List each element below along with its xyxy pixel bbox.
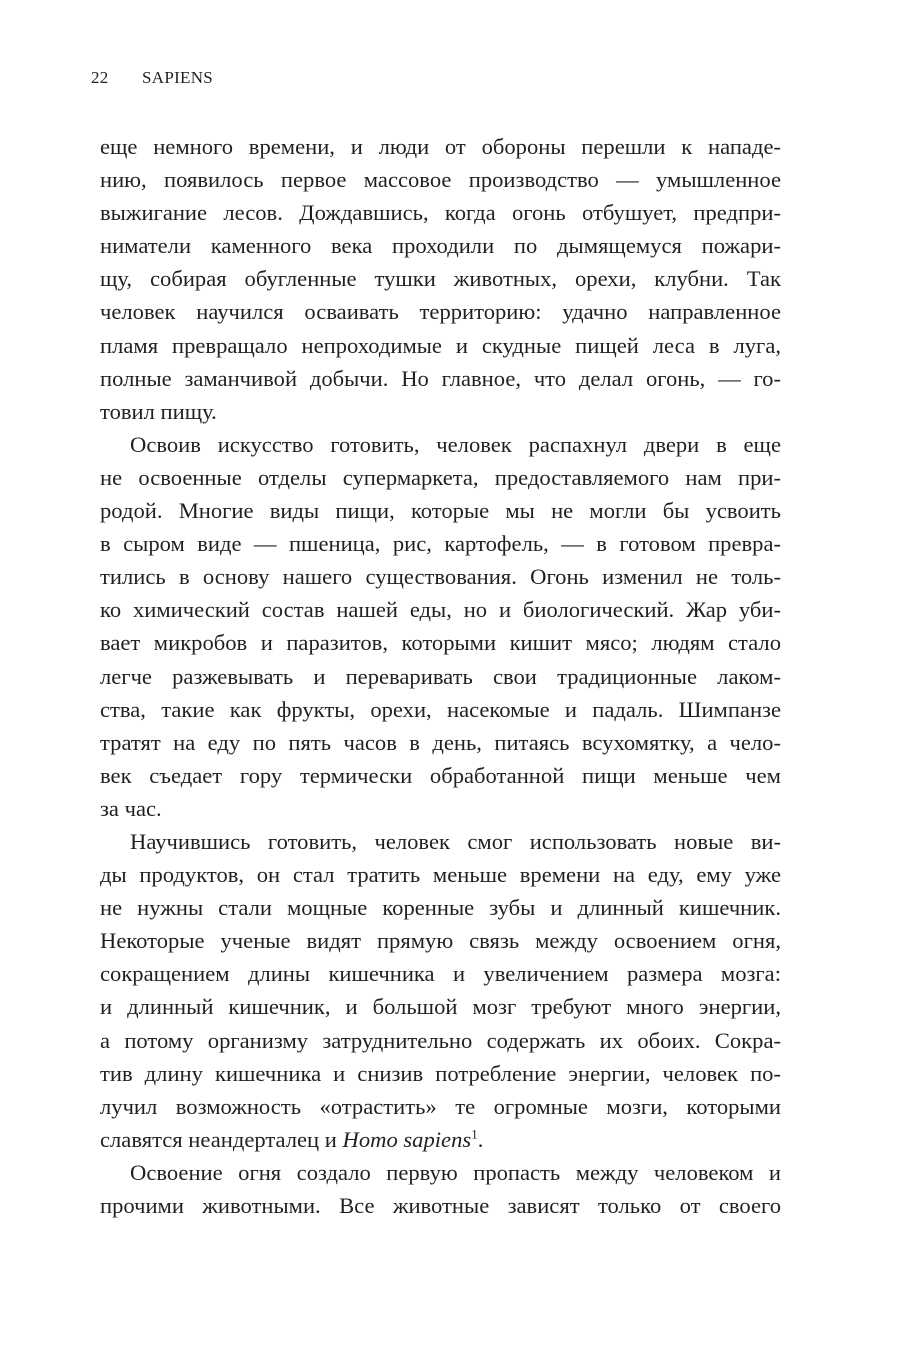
running-header [91,66,213,90]
book-title: SAPIENS [142,68,214,87]
text-line: человек научился осваивать территорию: удачно направленное [100,299,781,325]
text-line: тились в основу нашего существования. Огонь изменил не толь- [100,564,781,590]
text-line: полные заманчивой добычи. Но главное, что делал огонь, — го- [100,365,781,391]
text-line: а потому организму затруднительно содержать их обоих. Сокра- [100,1027,781,1053]
body-text [100,130,781,1222]
text-line: век съедает гору термически обработанной пищи меньше чем [100,762,781,788]
text-line: ниматели каменного века проходили по дымящемуся пожари- [100,233,781,259]
text-line: Освоив искусство готовить, человек распахнул двери в еще [130,431,781,457]
species-name-italic: Homo sapiens [342,1126,472,1152]
text-line: лучил возможность «отрастить» те огромные мозги, которыми [100,1093,781,1119]
paragraph-4 [100,1156,781,1222]
text-line-final [100,1123,781,1156]
text-line: прочими животными. Все животные зависят только от своего [100,1193,781,1218]
text-line: щу, собирая обугленные тушки животных, орехи, клубни. Так [100,266,781,292]
text-line: легче разжевывать и переваривать свои традиционные лаком- [100,663,781,689]
text-line: в сыром виде — пшеница, рис, картофель, — в готовом превра- [100,531,781,557]
text-line: за час. [100,795,162,821]
text-line: сокращением длины кишечника и увеличением размера мозга: [100,961,781,987]
paragraph-1 [100,130,781,428]
text-line: нию, появилось первое массовое производство — умышленное [100,167,781,193]
text-line: еще немного времени, и люди от обороны перешли к нападе- [100,134,781,159]
final-line-prefix: славятся неандерталец и [100,1126,343,1152]
final-line-suffix: . [477,1126,484,1152]
text-line: ства, такие как фрукты, орехи, насекомые и падаль. Шимпанзе [100,696,781,722]
text-line: и длинный кишечник, и большой мозг требуют много энергии, [100,994,781,1020]
paragraph-2 [100,428,781,825]
page-number: 22 [91,68,109,87]
text-line: родой. Многие виды пищи, которые мы не могли бы усвоить [100,498,781,524]
text-line: Освоение огня создало первую пропасть между человеком и [130,1159,781,1185]
text-line: ды продуктов, он стал тратить меньше времени на еду, ему уже [100,862,781,888]
text-line: Научившись готовить, человек смог использовать новые ви- [130,828,781,854]
text-line: пламя превращало непроходимые и скудные пищей леса в луга, [100,332,781,358]
text-line: ко химический состав нашей еды, но и биологический. Жар уби- [100,597,781,623]
text-line: Некоторые ученые видят прямую связь между освоением огня, [100,928,781,954]
text-line: не освоенные отделы супермаркета, предоставляемого нам при- [100,464,781,490]
footnote-marker[interactable]: 1 [471,1126,478,1142]
text-line: товил пищу. [100,398,217,424]
text-line: тратят на еду по пять часов в день, питаясь всухомятку, а чело- [100,729,781,755]
paragraph-3 [100,825,781,1156]
text-line: не нужны стали мощные коренные зубы и длинный кишечник. [100,895,781,921]
text-line: вает микробов и паразитов, которыми кишит мясо; людям стало [100,630,781,656]
text-line: тив длину кишечника и снизив потребление энергии, человек по- [100,1060,781,1086]
text-line: выжигание лесов. Дождавшись, когда огонь отбушует, предпри- [100,200,781,226]
